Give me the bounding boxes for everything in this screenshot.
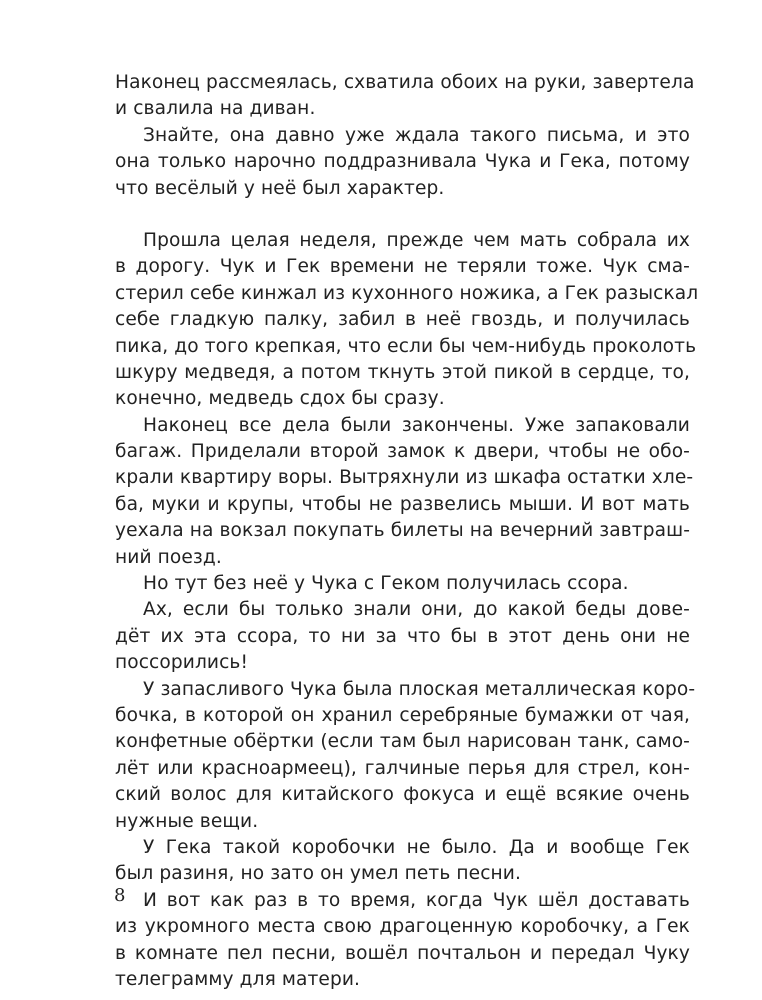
paragraph bbox=[115, 597, 690, 676]
paragraph bbox=[115, 835, 690, 888]
text-line: И вот как раз в то время, когда Чук шёл доставать bbox=[143, 889, 690, 911]
paragraph bbox=[115, 70, 695, 123]
text-line: уехала на вокзал покупать билеты на вечерний завтраш- bbox=[115, 520, 691, 542]
paragraph-spacer bbox=[115, 202, 690, 228]
text-line: багаж. Приделали второй замок к двери, чтобы не обо- bbox=[115, 441, 690, 463]
text-line: Но тут без неё у Чука с Геком получилась ссора. bbox=[143, 573, 629, 595]
text-line: Знайте, она давно уже ждала такого письма, и это bbox=[143, 124, 690, 146]
text-line: нужные вещи. bbox=[115, 810, 259, 832]
text-line: в комнате пел песни, вошёл почтальон и передал Чуку bbox=[115, 942, 690, 964]
text-line: что весёлый у неё был характер. bbox=[115, 177, 445, 199]
text-line: ский волос для китайского фокуса и ещё всякие очень bbox=[115, 784, 690, 806]
body-text bbox=[115, 70, 699, 993]
text-line: Ах, если бы только знали они, до какой беды дове- bbox=[143, 599, 690, 621]
paragraph bbox=[115, 888, 690, 994]
text-line: себе гладкую палку, забил в неё гвоздь, и получилась bbox=[115, 309, 690, 331]
paragraph bbox=[115, 413, 694, 571]
paragraph bbox=[115, 123, 690, 202]
text-line: конечно, медведь сдох бы сразу. bbox=[115, 388, 445, 410]
paragraph bbox=[115, 571, 690, 597]
text-line: из укромного места свою драгоценную коробочку, а Гек bbox=[115, 916, 690, 938]
text-line: стерил себе кинжал из кухонного ножика, а Гек разыскал bbox=[115, 282, 699, 304]
text-line: ний поезд. bbox=[115, 546, 222, 568]
text-line: шкуру медведя, а потом ткнуть этой пикой в сердце, то, bbox=[115, 361, 690, 383]
text-line: был разиня, но зато он умел петь песни. bbox=[115, 863, 521, 885]
text-line: Наконец все дела были закончены. Уже запаковали bbox=[143, 414, 690, 436]
text-line: бочка, в которой он хранил серебряные бумажки от чая, bbox=[115, 704, 690, 726]
text-line: в дорогу. Чук и Гек времени не теряли тоже. Чук сма- bbox=[115, 256, 690, 278]
text-line: лёт или красноармеец), галчиные перья для стрел, кон- bbox=[115, 757, 690, 779]
page-number: 8 bbox=[114, 885, 126, 906]
text-line: ба, муки и крупы, чтобы не развелись мыши. И вот мать bbox=[115, 493, 690, 515]
text-line: она только нарочно поддразнивала Чука и Гека, потому bbox=[115, 151, 690, 173]
text-line: поссорились! bbox=[115, 652, 249, 674]
text-line: Наконец рассмеялась, схватила обоих на руки, завертела bbox=[115, 72, 695, 93]
text-line: Прошла целая неделя, прежде чем мать собрала их bbox=[143, 229, 690, 251]
text-line: телеграмму для матери. bbox=[115, 968, 361, 990]
text-line: и свалила на диван. bbox=[115, 98, 316, 120]
text-line: У запасливого Чука была плоская металлическая коро- bbox=[143, 678, 696, 700]
paragraph bbox=[115, 228, 699, 413]
text-line: конфетные обёртки (если там был нарисован танк, само- bbox=[115, 731, 690, 753]
text-line: крали квартиру воры. Вытряхнули из шкафа остатки хле- bbox=[115, 467, 694, 489]
text-line: дёт их эта ссора, то ни за что бы в этот день они не bbox=[115, 625, 690, 647]
text-line: У Гека такой коробочки не было. Да и вообще Гек bbox=[143, 836, 690, 858]
text-line: пика, до того крепкая, что если бы чем-нибудь проколоть bbox=[115, 335, 697, 357]
paragraph bbox=[115, 677, 696, 835]
